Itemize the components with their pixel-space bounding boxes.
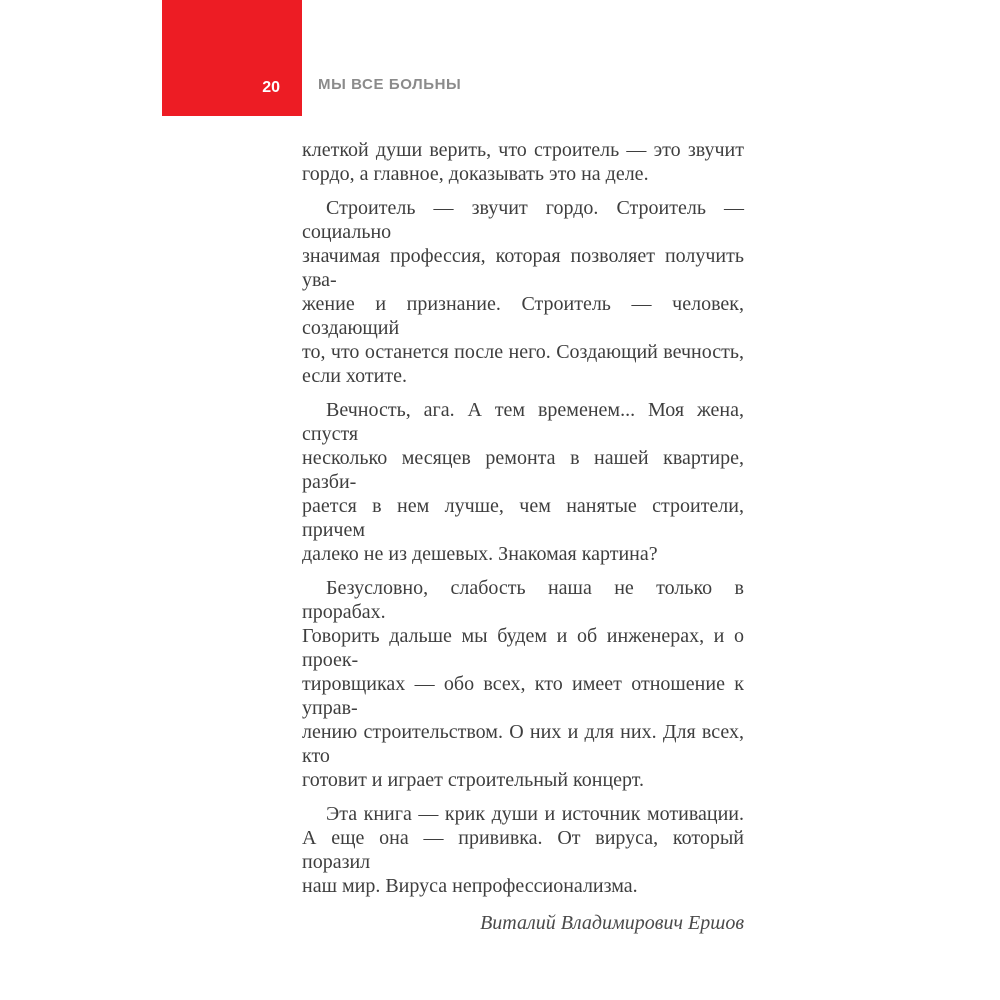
text-line: А еще она — прививка. От вируса, который поразил [302, 827, 744, 873]
text-line: наш мир. Вируса непрофессионализма. [302, 875, 638, 897]
text-line: то, что останется после него. Создающий вечность, [302, 341, 744, 363]
paragraph [302, 196, 744, 388]
text-line: Говорить дальше мы будем и об инженерах, и о проек- [302, 625, 744, 671]
text-line: гордо, а главное, доказывать это на деле. [302, 163, 649, 185]
text-line: несколько месяцев ремонта в нашей квартире, разби- [302, 447, 744, 493]
page-corner-block [162, 0, 302, 116]
author-signature: Виталий Владимирович Ершов [480, 912, 744, 934]
text-line: тировщиках — обо всех, кто имеет отношение к управ- [302, 673, 744, 719]
text-line: рается в нем лучше, чем нанятые строители, причем [302, 495, 744, 541]
text-line: далеко не из дешевых. Знакомая картина? [302, 543, 658, 565]
text-line: лению строительством. О них и для них. Для всех, кто [302, 721, 744, 767]
text-line: Вечность, ага. А тем временем... Моя жена, спустя [302, 399, 744, 445]
text-line: клеткой души верить, что строитель — это звучит [302, 139, 744, 161]
running-header-title: МЫ ВСЕ БОЛЬНЫ [318, 76, 462, 93]
text-line: Эта книга — крик души и источник мотивации. [326, 803, 744, 825]
paragraph [302, 576, 744, 792]
paragraph [302, 398, 744, 566]
text-line: Строитель — звучит гордо. Строитель — социально [302, 197, 744, 243]
text-line: жение и признание. Строитель — человек, создающий [302, 293, 744, 339]
paragraph [302, 138, 744, 186]
paragraph [302, 802, 744, 898]
book-text-column [302, 138, 744, 935]
page-number: 20 [262, 79, 280, 96]
text-line: готовит и играет строительный концерт. [302, 769, 644, 791]
text-line: значимая профессия, которая позволяет получить ува- [302, 245, 744, 291]
text-line: если хотите. [302, 365, 407, 387]
paragraphs-container [302, 138, 744, 898]
text-line: Безусловно, слабость наша не только в прорабах. [302, 577, 744, 623]
